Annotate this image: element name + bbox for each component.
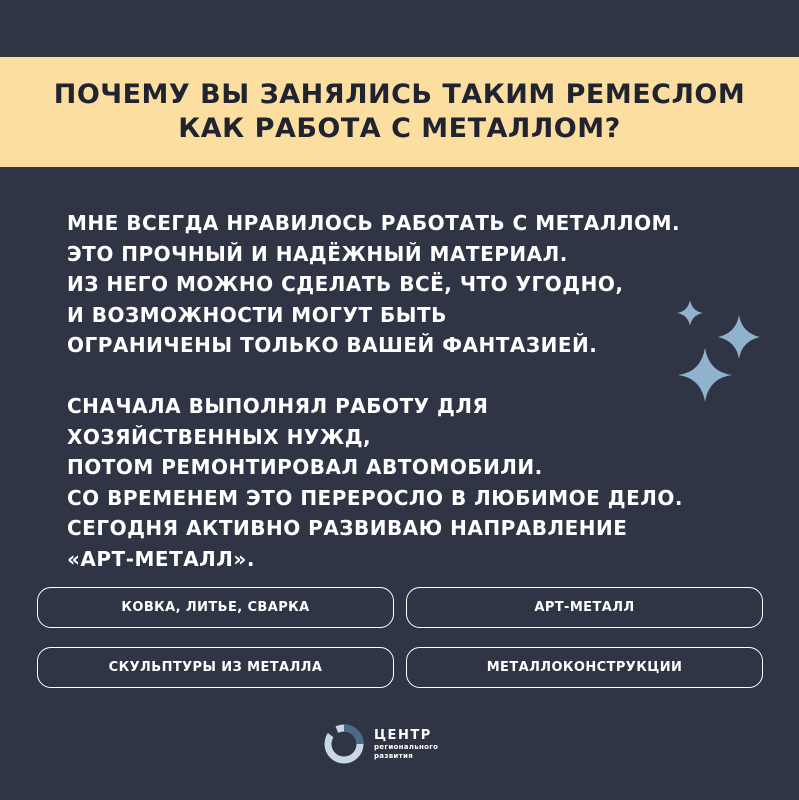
answer-line: И ВОЗМОЖНОСТИ МОГУТ БЫТЬ xyxy=(67,302,447,327)
sparkle-icon xyxy=(677,300,703,326)
tag-art-metal xyxy=(406,587,763,628)
logo-title: ЦЕНТР xyxy=(374,727,432,743)
sparkle-icon xyxy=(678,348,732,402)
ring-logo-icon xyxy=(322,722,366,766)
tag-label: СКУЛЬПТУРЫ ИЗ МЕТАЛЛА xyxy=(108,660,323,675)
tag-label: КОВКА, ЛИТЬЕ, СВАРКА xyxy=(121,600,310,615)
tag-metal-sculptures xyxy=(37,647,394,688)
tag-label: АРТ-МЕТАЛЛ xyxy=(534,600,635,615)
answer-line: «АРТ-МЕТАЛЛ». xyxy=(67,546,255,571)
sparkle-icon xyxy=(718,315,760,359)
tag-metal-structures xyxy=(406,647,763,688)
tag-label: МЕТАЛЛОКОНСТРУКЦИИ xyxy=(486,660,683,675)
answer-line: ИЗ НЕГО МОЖНО СДЕЛАТЬ ВСЁ, ЧТО УГОДНО, xyxy=(67,272,624,296)
answer-line: ОГРАНИЧЕНЫ ТОЛЬКО ВАШЕЙ ФАНТАЗИЕЙ. xyxy=(67,333,598,357)
answer-line: ХОЗЯЙСТВЕННЫХ НУЖД, xyxy=(67,424,372,449)
answer-line: ПОТОМ РЕМОНТИРОВАЛ АВТОМОБИЛИ. xyxy=(67,455,543,479)
tag-forging-casting-welding xyxy=(37,587,394,628)
answer-line: СНАЧАЛА ВЫПОЛНЯЛ РАБОТУ ДЛЯ xyxy=(67,394,489,418)
answer-line: СО ВРЕМЕНЕМ ЭТО ПЕРЕРОСЛО В ЛЮБИМОЕ ДЕЛО. xyxy=(67,485,683,510)
answer-line: МНЕ ВСЕГДА НРАВИЛОСЬ РАБОТАТЬ С МЕТАЛЛОМ. xyxy=(67,211,681,235)
answer-line: СЕГОДНЯ АКТИВНО РАЗВИВАЮ НАПРАВЛЕНИЕ xyxy=(67,516,628,540)
sparkle-icon-group xyxy=(660,295,770,410)
answer-paragraph-2 xyxy=(67,391,683,574)
question-banner xyxy=(0,57,799,167)
answer-paragraph-1 xyxy=(67,208,681,361)
logo-subtitle: регионального xyxy=(374,742,439,751)
question-title-line-2: КАК РАБОТА С МЕТАЛЛОМ? xyxy=(178,113,621,144)
question-title-line-1: ПОЧЕМУ ВЫ ЗАНЯЛИСЬ ТАКИМ РЕМЕСЛОМ xyxy=(53,79,746,110)
logo xyxy=(322,722,438,766)
answer-line: ЭТО ПРОЧНЫЙ И НАДЁЖНЫЙ МАТЕРИАЛ. xyxy=(67,241,568,266)
logo-subtitle: развития xyxy=(374,751,413,760)
